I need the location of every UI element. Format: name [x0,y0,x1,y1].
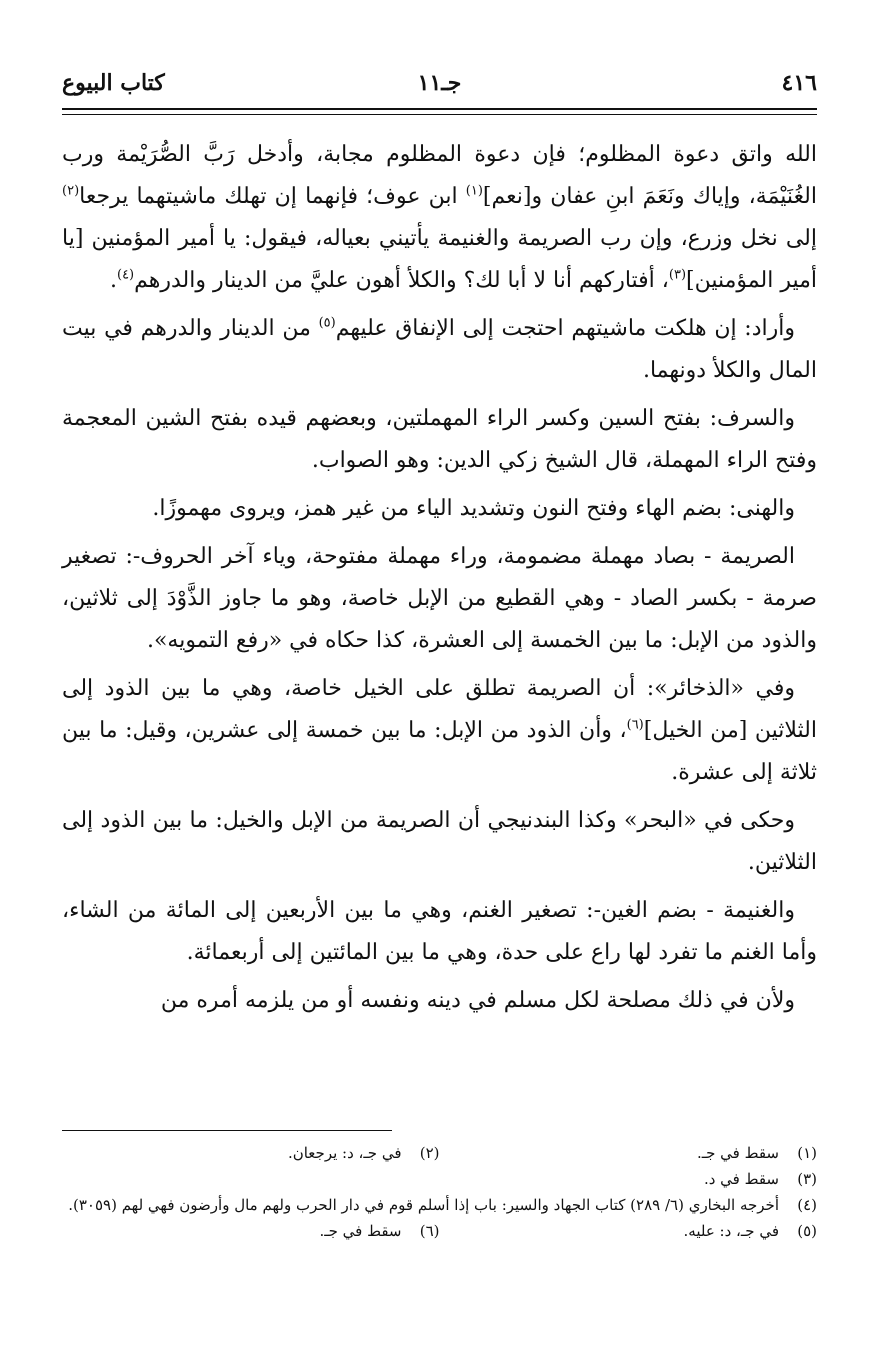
footnote-ref[interactable]: (٣) [668,267,687,283]
footnote-ref[interactable]: (٢) [62,183,80,199]
footnote-ref[interactable]: (٦) [626,717,644,733]
footnote-ref[interactable]: (٥) [318,315,336,331]
paragraph: ولأن في ذلك مصلحة لكل مسلم في دينه ونفسه أو من يلزمه أمره من [160,988,795,1013]
footnote-separator [62,1130,392,1131]
paragraph: الله واتق دعوة المظلوم؛ فإن دعوة المظلوم مجابة، وأدخل رَبَّ الصُّرَيْمة ورب الغُنَيْمَة، وإياك ونَعَمَ ابنِ عفان و[نعم]$^{(١)}$ ابن عوف؛ فإنهما إن تهلك ماشيتهما يرجعا$^{(٢)}$ إلى نخل وزرع، وإن رب الصريمة والغنيمة يأتيني بعياله، فيقول: يا أمير المؤمنين [يا أمير المؤمنين]$^{(٣)}$، أفتاركهم أنا لا أبا لك؟ والكلأ أهون عليَّ من الدينار والدرهم$^{(٤)}$. [62,142,818,293]
footnote-1: (١)سقط في جـ. [696,1144,817,1162]
chapter-title: كتاب البيوع [62,70,165,96]
footnote-row [62,1166,817,1192]
paragraph: والغنيمة - بضم الغين-: تصغير الغنم، وهي ما بين الأربعين إلى المائة من الشاء، وأما الغنم ما تفرد لها راع على حدة، وهي ما بين المائتين إلى أربعمائة. [62,898,817,965]
paragraph: وحكى في «البحر» وكذا البندنيجي أن الصريمة من الإبل والخيل: ما بين الذود إلى الثلاثين. [62,808,817,875]
footnote-2: (٢)في جـ، د: يرجعان. [287,1144,440,1162]
volume-number: جـ١١ [417,70,462,96]
footnote-row [62,1192,817,1218]
footnotes [62,1140,817,1244]
page-number: ٤١٦ [781,70,817,96]
running-header [62,68,817,102]
header-rule-thin [62,114,817,115]
footnote-3: (٣)سقط في د. [703,1170,817,1188]
main-text [62,134,817,1028]
footnote-5: (٥)في جـ، د: عليه. [683,1222,817,1240]
header-rule [62,108,817,110]
paragraph: وفي «الذخائر»: أن الصريمة تطلق على الخيل خاصة، وهي ما بين الذود إلى الثلاثين [من الخيل]$^{(٦)}$، وأن الذود من الإبل: ما بين خمسة إلى عشرين، وقيل: ما بين ثلاثة إلى عشرة. [62,676,817,785]
footnote-row [62,1140,817,1166]
paragraph: والسرف: بفتح السين وكسر الراء المهملتين، وبعضهم قيده بفتح الشين المعجمة وفتح الراء المهملة، قال الشيخ زكي الدين: وهو الصواب. [62,406,817,473]
footnote-row [62,1218,817,1244]
paragraph: والهنى: بضم الهاء وفتح النون وتشديد الياء من غير همز، ويروى مهموزًا. [152,496,795,521]
footnote-ref[interactable]: (١) [465,183,483,199]
paragraph: وأراد: إن هلكت ماشيتهم احتجت إلى الإنفاق عليهم$^{(٥)}$ من الدينار والدرهم في بيت المال والكلأ دونهما. [62,315,817,383]
footnote-6: (٦)سقط في جـ. [319,1222,440,1240]
footnote-ref[interactable]: (٤) [116,267,135,283]
paragraph: الصريمة - بصاد مهملة مضمومة، وراء مهملة مفتوحة، وياء آخر الحروف-: تصغير صرمة - بكسر الصاد - وهي القطيع من الإبل خاصة، وهو ما جاوز الذَّوْدَ إلى ثلاثين، والذود من الإبل: ما بين الخمسة إلى العشرة، كذا حكاه في «رفع التمويه». [62,544,817,653]
footnote-4: (٤)أخرجه البخاري (٦/ ٢٨٩) كتاب الجهاد والسير: باب إذا أسلم قوم في دار الحرب ولهم مال وأرضون فهي لهم (٣٠٥٩). [68,1196,817,1214]
